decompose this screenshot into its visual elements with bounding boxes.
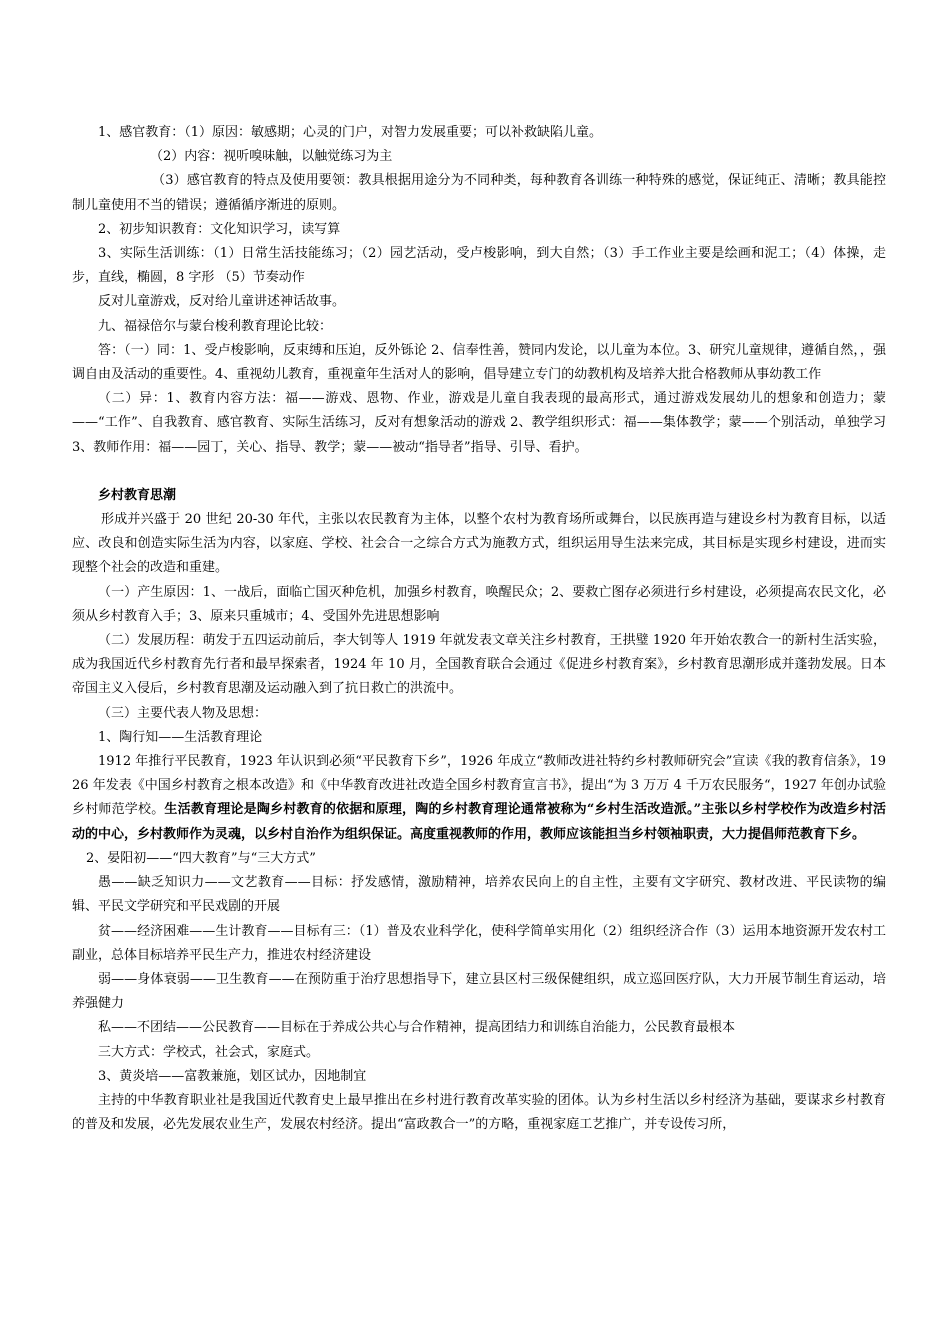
document-page	[72, 121, 886, 1137]
paragraph-huang-text: 主持的中华教育职业社是我国近代教育史上最早推出在乡村进行教育改革实验的团体。认为乡村生活以乡村经济为基础，要谋求乡村教育的普及和发展，必先发展农业生产，发展农村经济。提出“富政教合一”的方略，重视家庭工艺推广，并专设传习所，	[72, 1092, 886, 1133]
section-heading-rural-education: 乡村教育思潮	[98, 487, 177, 503]
paragraph-rural-intro: 形成并兴盛于 20 世纪 20-30 年代，主张以农民教育为主体，以整个农村为教育场所或舞台，以民族再造与建设乡村为教育目标，以适应、改良和创造实际生活为内容，以家庭、学校、社会合一之综合方式为施教方式，组织运用导生法来完成，其目标是实现乡村建设，进而实现整个社会的改造和重建。	[72, 512, 886, 576]
paragraph-rural-history: （二）发展历程：萌发于五四运动前后，李大钊等人 1919 年就发表文章关注乡村教育，王拱璧 1920 年开始农教合一的新村生活实验，成为我国近代乡村教育先行者和最早探索者，1924 年 10 月，全国教育联合会通过《促进乡村教育案》，乡村教育思潮形成并蓬勃发展。日本帝国主义入侵后，乡村教育思潮及运动融入到了抗日救亡的洪流中。	[72, 633, 886, 697]
tao-bold-text: 生活教育理论是陶乡村教育的依据和原理，陶的乡村教育理论通常被称为“乡村生活改造派。”主张以乡村学校作为改造乡村活动的中心，乡村教师作为灵魂，以乡村自治作为组织保证。高度重视教师的作用，教师应该能担当乡村领袖职责，大力提倡师范教育下乡。	[72, 802, 886, 842]
paragraph-oppose-games: 反对儿童游戏，反对给儿童讲述神话故事。	[98, 294, 346, 310]
paragraph-tao	[72, 750, 886, 847]
paragraph-sensory-features: （3）感官教育的特点及使用要领：教具根据用途分为不同种类，每种教育各训练一种特殊的感觉，保证纯正、清晰；教具能控制儿童使用不当的错误；遵循循序渐进的原则。	[72, 173, 886, 213]
paragraph-huang-title: 3、黄炎培——富教兼施，划区试办，因地制宜	[98, 1068, 367, 1084]
paragraph-yan-weakness: 弱——身体衰弱——卫生教育——在预防重于治疗思想指导下，建立县区村三级保健组织，成立巡回医疗队，大力开展节制生育运动，培养强健力	[72, 971, 886, 1012]
tao-text: 1912 年推行平民教育，1923 年认识到必须“平民教育下乡”，1926 年成立“教师改进社特约乡村教师研究会”宣读《我的教育信条》，1926 年发表《中国乡村教育之根本改造》和《中华教育改进社改造全国乡村教育宣言书》，提出“为 3 万万 4 千万农民服务“，1927 年创办试验乡村师范学校。	[72, 754, 886, 818]
paragraph-figures-title: （三）主要代表人物及思想：	[98, 705, 268, 721]
paragraph-yan-poverty: 贫——经济困难——生计教育——目标有三：（1）普及农业科学化，使科学简单实用化（2）组织经济合作（3）运用本地资源开发农村工副业，总体目标培养平民生产力，推进农村经济建设	[72, 923, 886, 963]
paragraph-yan-methods: 三大方式：学校式，社会式，家庭式。	[98, 1044, 320, 1060]
paragraph-practical-life: 3、实际生活训练：（1）日常生活技能练习；（2）园艺活动，受卢梭影响，到大自然；（3）手工作业主要是绘画和泥工；（4）体操，走步，直线，椭圆，8 字形 （5）节奏动作	[72, 246, 886, 286]
paragraph-yan-selfishness: 私——不团结——公民教育——目标在于养成公共心与合作精神，提高团结力和训练自治能力，公民教育最根本	[98, 1020, 736, 1036]
paragraph-rural-origin: （一）产生原因：1、一战后，面临亡国灭种危机，加强乡村教育，唤醒民众；2、要救亡图存必须进行乡村建设，必须提高农民文化，必须从乡村教育入手；3、原来只重城市；4、受国外先进思想影响	[72, 584, 886, 624]
paragraph-tao-title: 1、陶行知——生活教育理论	[98, 729, 263, 745]
paragraph-yan-ignorance: 愚——缺乏知识力——文艺教育——目标：抒发感情，激励精神，培养农民向上的自主性，主要有文字研究、教材改进、平民读物的编辑、平民文学研究和平民戏剧的开展	[72, 875, 886, 915]
paragraph-sensory-content: （2）内容：视听嗅味触，以触觉练习为主	[150, 149, 393, 165]
paragraph-basic-knowledge: 2、初步知识教育：文化知识学习，读写算	[98, 221, 341, 237]
paragraph-similarities: 答：（一）同：1、受卢梭影响，反束缚和压迫，反外铄论 2、信奉性善，赞同内发论，以儿童为本位。3、研究儿童规律，遵循自然，，强调自由及活动的重要性。4、重视幼儿教育，重视童年生活对人的影响，倡导建立专门的幼教机构及培养大批合格教师从事幼教工作	[72, 342, 886, 383]
paragraph-yan-title: 2、晏阳初——“四大教育”与“三大方式”	[86, 850, 316, 866]
paragraph-comparison-title: 九、福禄倍尔与蒙台梭利教育理论比较：	[98, 318, 333, 334]
paragraph-sensory-education: 1、感官教育：（1）原因：敏感期；心灵的门户，对智力发展重要；可以补救缺陷儿童。	[98, 125, 603, 140]
paragraph-differences: （二）异：1、教育内容方法：福——游戏、恩物、作业，游戏是儿童自我表现的最高形式，通过游戏发展幼儿的想象和创造力；蒙——“工作”、自我教育、感官教育、实际生活练习，反对有想象活动的游戏 2、教学组织形式：福——集体教学；蒙——个别活动，单独学习 3、教师作用：福——园丁，关心、指导、教学；蒙——被动“指导者”指导、引导、看护。	[72, 391, 886, 455]
